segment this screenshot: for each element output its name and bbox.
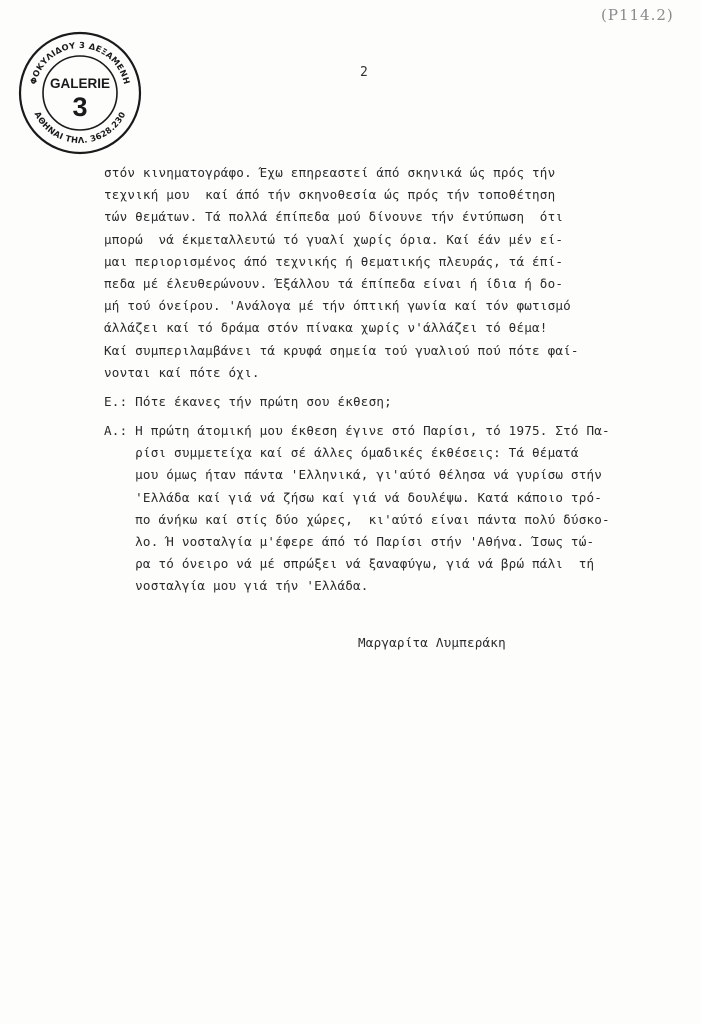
page-number: 2 [360,65,368,80]
text-line: Α.: Η πρώτη άτομική μου έκθεση έγινε στό Παρίσι, τό 1975. Στό Πα- [104,423,610,439]
stamp-address-text: ΦΟΚΥΛΙΔΟΥ 3 ΔΕΞΑΜΕΝΗ [27,39,133,86]
text-line: άλλάζει καί τό δράμα στόν πίνακα χωρίς ν'άλλάζει τό θέμα! [104,320,548,336]
stamp-name-text: GALERIE [49,76,111,91]
stamp-phone-text: ΑΘΗΝΑΙ ΤΗΛ. 3628.230 [32,109,128,146]
handwritten-note: (P114.2) [601,6,674,24]
text-line: ρα τό όνειρο νά μέ σπρώξει νά ξαναφύγω, γιά νά βρώ πάλι τή [104,556,595,572]
text-line: νοσταλγία μου γιά τήν 'Ελλάδα. [104,578,369,594]
text-line: τών θεμάτων. Τά πολλά έπίπεδα μού δίνουνε τήν έντύπωση ότι [104,209,564,225]
text-line: νονται καί πότε όχι. [104,364,260,380]
text-line: μπορώ νά έκμεταλλευτώ τό γυαλί χωρίς όρια. Καί έάν μέν εί- [104,231,564,247]
text-line: λο. Ή νοσταλγία μ'έφερε άπό τό Παρίσι στήν 'Αθήνα. Ίσως τώ- [104,534,595,549]
text-line: 'Ελλάδα καί γιά νά ζήσω καί γιά νά δουλέψω. Κατά κάποιο τρό- [104,489,603,505]
stamp-number-text: 3 [72,92,88,122]
stamp-graphic [17,30,143,156]
galerie-stamp [17,30,143,156]
text-line: πο άνήκω καί στίς δύο χώρες, κι'αύτό είναι πάντα πολύ δύσκο- [104,511,610,527]
paragraph [104,162,664,384]
text-line: μή τού όνείρου. 'Ανάλογα μέ τήν όπτική γωνία καί τόν φωτισμό [104,298,571,314]
body-text [104,162,664,598]
text-line: μαι περιορισμένος άπό τεχνικής ή θεματικής πλευράς, τά έπί- [104,253,564,269]
paragraph-gap [104,413,664,420]
text-line: στόν κινηματογράφο. Έχω επηρεαστεί άπό σκηνικά ώς πρός τήν [104,165,556,180]
paragraph [104,391,664,413]
text-line: τεχνική μου καί άπό τήν σκηνοθεσία ώς πρός τήν τοποθέτηση [104,187,556,203]
text-line: Καί συμπεριλαμβάνει τά κρυφά σημεία τού γυαλιού πού πότε φαί- [104,342,579,358]
signature: Μαργαρίτα Λυμπεράκη [358,635,506,650]
text-line: πεδα μέ έλευθερώνουν. Έξάλλου τά έπίπεδα είναι ή ίδια ή δο- [104,275,564,291]
text-line: μου όμως ήταν πάντα 'Ελληνικά, γι'αύτό θέλησα νά γυρίσω στήν [104,467,603,483]
text-line: ρίσι συμμετείχα καί σέ άλλες όμαδικές έκθέσεις: Τά θέματά [104,445,579,461]
paragraph [104,420,664,598]
text-line: Ε.: Πότε έκανες τήν πρώτη σου έκθεση; [104,393,392,409]
paragraph-gap [104,384,664,391]
